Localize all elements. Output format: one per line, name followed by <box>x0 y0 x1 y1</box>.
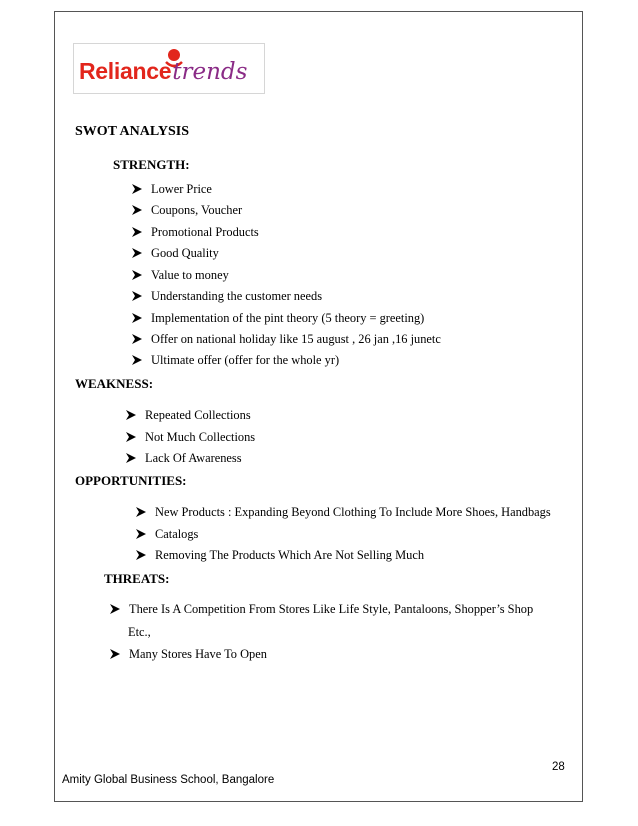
arrowhead-bullet-icon <box>136 550 146 560</box>
arrowhead-bullet-icon <box>132 270 142 280</box>
opportunities-heading: OPPORTUNITIES: <box>75 473 187 488</box>
reliance-trends-logo <box>73 43 265 94</box>
arrowhead-bullet-icon <box>110 604 120 614</box>
page-number: 28 <box>552 761 565 773</box>
arrowhead-bullet-icon <box>126 432 136 442</box>
weakness-item: Repeated Collections <box>126 409 251 421</box>
opportunities-item: Removing The Products Which Are Not Selling Much <box>136 549 424 561</box>
arrowhead-bullet-icon <box>110 649 120 659</box>
opportunities-item: Catalogs <box>136 528 198 540</box>
arrowhead-bullet-icon <box>136 529 146 539</box>
arrowhead-bullet-icon <box>132 313 142 323</box>
strength-item: Value to money <box>132 269 229 281</box>
footer-institution: Amity Global Business School, Bangalore <box>62 774 275 786</box>
arrowhead-bullet-icon <box>136 507 146 517</box>
threats-item: Many Stores Have To Open <box>110 648 267 660</box>
arrowhead-bullet-icon <box>132 355 142 365</box>
strength-item: Coupons, Voucher <box>132 204 242 216</box>
arrowhead-bullet-icon <box>132 334 142 344</box>
arrowhead-bullet-icon <box>132 248 142 258</box>
strength-item: Implementation of the pint theory (5 theory = greeting) <box>132 312 424 324</box>
weakness-item: Lack Of Awareness <box>126 452 242 464</box>
logo-trends-text: trends <box>172 59 248 85</box>
weakness-item: Not Much Collections <box>126 431 255 443</box>
arrowhead-bullet-icon <box>132 227 142 237</box>
strength-item: Lower Price <box>132 183 212 195</box>
strength-item: Ultimate offer (offer for the whole yr) <box>132 354 339 366</box>
threats-item-continuation: Etc., <box>128 625 151 639</box>
arrowhead-bullet-icon <box>132 205 142 215</box>
arrowhead-bullet-icon <box>132 184 142 194</box>
strength-item: Offer on national holiday like 15 august , 26 jan ,16 junetc <box>132 333 441 345</box>
threats-item: There Is A Competition From Stores Like Life Style, Pantaloons, Shopper’s Shop <box>110 603 533 615</box>
logo-wordmark <box>79 60 247 84</box>
strength-heading: STRENGTH: <box>113 157 190 172</box>
strength-item: Good Quality <box>132 247 219 259</box>
threats-heading: THREATS: <box>104 571 170 586</box>
arrowhead-bullet-icon <box>126 410 136 420</box>
arrowhead-bullet-icon <box>132 291 142 301</box>
strength-item: Understanding the customer needs <box>132 290 322 302</box>
strength-item: Promotional Products <box>132 226 259 238</box>
opportunities-item: New Products : Expanding Beyond Clothing To Include More Shoes, Handbags <box>136 506 551 518</box>
logo-reliance-text: Reliance <box>79 58 172 84</box>
page-title: SWOT ANALYSIS <box>75 124 190 139</box>
weakness-heading: WEAKNESS: <box>75 376 154 391</box>
arrowhead-bullet-icon <box>126 453 136 463</box>
